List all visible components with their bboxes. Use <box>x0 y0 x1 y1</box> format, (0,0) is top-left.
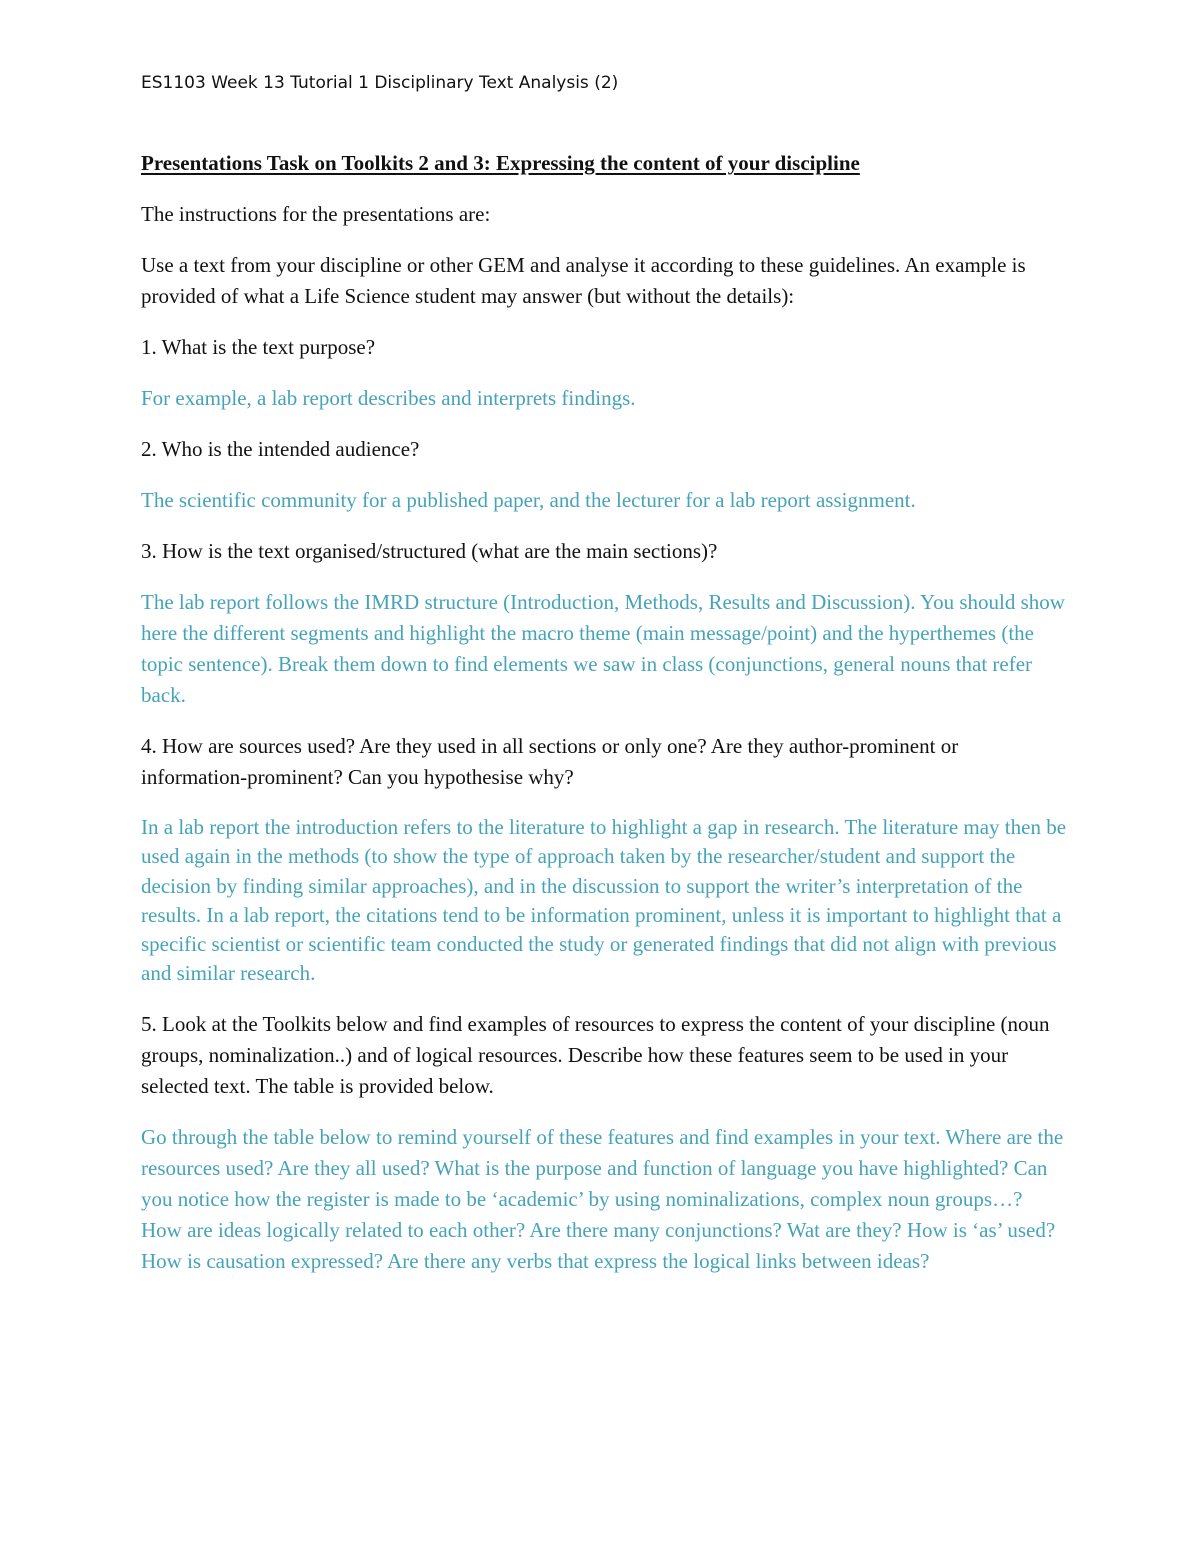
question-3: 3. How is the text organised/structured (what are the main sections)? <box>141 539 718 563</box>
question-1: 1. What is the text purpose? <box>141 335 376 359</box>
question-5: 5. Look at the Toolkits below and find examples of resources to express the content of your discipline (noun groups, nominalization..) and of logical resources. Describe how these features seem to be used in your selected text. The table is provided below. <box>141 1011 1050 1098</box>
document-header: ES1103 Week 13 Tutorial 1 Disciplinary Text Analysis (2) <box>141 73 619 93</box>
answer-2: The scientific community for a published paper, and the lecturer for a lab report assignment. <box>141 488 916 512</box>
answer-1: For example, a lab report describes and interprets findings. <box>141 386 636 410</box>
answer-5: Go through the table below to remind yourself of these features and find examples in your text. Where are the resources used? Are they all used? What is the purpose and function of language you have highlighted? Can you notice how the register is made to be ‘academic’ by using nominalizations, complex noun groups…? How are ideas logically related to each other? Are there many conjunctions? Wat are they? How is ‘as’ used? How is causation expressed? Are there any verbs that express the logical links between ideas? <box>141 1124 1064 1273</box>
document-body <box>141 148 1066 1297</box>
document-title: Presentations Task on Toolkits 2 and 3: Expressing the content of your discipline <box>141 151 860 175</box>
answer-4: In a lab report the introduction refers to the literature to highlight a gap in research. The literature may then be used again in the methods (to show the type of approach taken by the researcher/student and support the decision by finding similar approaches), and in the discussion to support the writer’s interpretation of the results. In a lab report, the citations tend to be information prominent, unless it is important to highlight that a specific scientist or scientific team conducted the study or generated findings that did not align with previous and similar research. <box>141 815 1067 986</box>
instructions-paragraph: Use a text from your discipline or other GEM and analyse it according to these guidelines. An example is provided of what a Life Science student may answer (but without the details): <box>141 253 1026 308</box>
question-2: 2. Who is the intended audience? <box>141 437 420 461</box>
answer-3: The lab report follows the IMRD structure (Introduction, Methods, Results and Discussion). You should show here the different segments and highlight the macro theme (main message/point) and the hyperthemes (the topic sentence). Break them down to find elements we saw in class (conjunctions, general nouns that refer back. <box>141 590 1065 707</box>
intro-paragraph: The instructions for the presentations are: <box>141 202 491 226</box>
question-4: 4. How are sources used? Are they used in all sections or only one? Are they author-prominent or information-prominent? Can you hypothesise why? <box>141 734 959 789</box>
